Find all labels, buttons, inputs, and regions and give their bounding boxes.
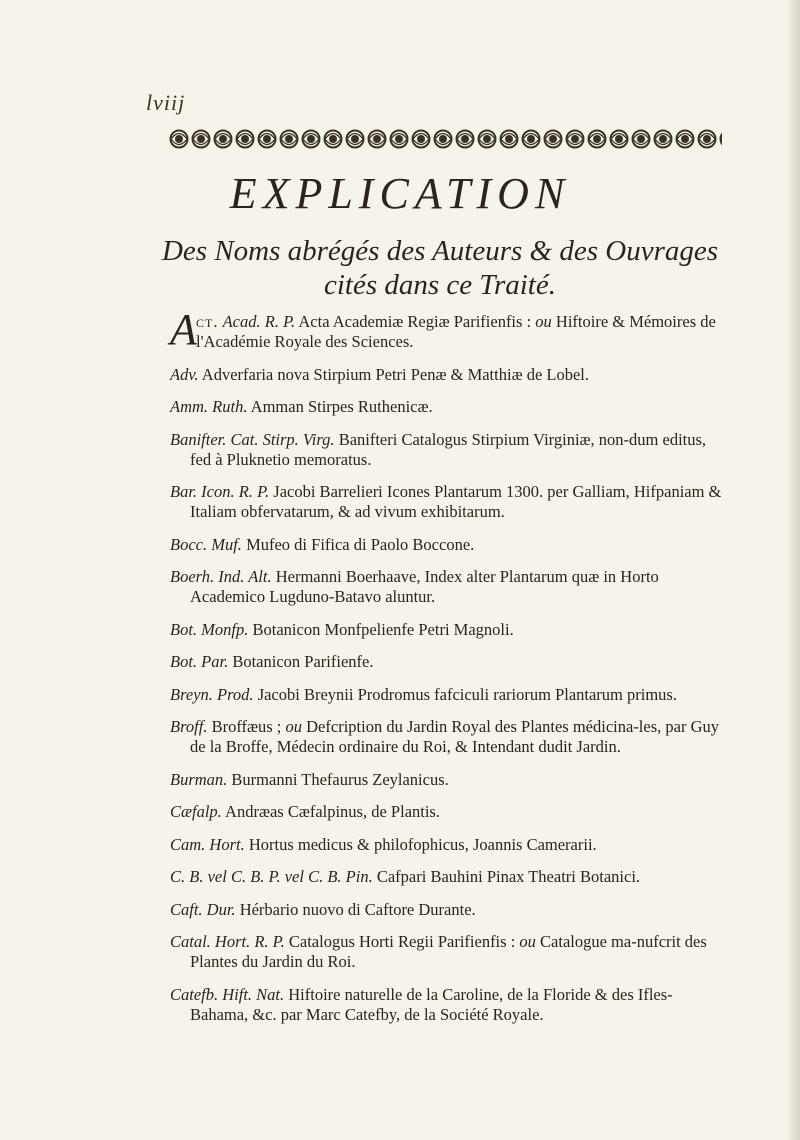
entry-text: Acta Academiæ Regiæ Parifienfis : bbox=[295, 312, 536, 331]
list-item bbox=[170, 770, 730, 790]
entry-text-continued: Defcription du Jardin Royal des Plantes médicina-les, par Guy de la Broffe, Médecin ordinaire du Roi, & Intendant dudit Jardin. bbox=[190, 717, 719, 756]
entry-abbreviation: Breyn. Prod. bbox=[170, 684, 254, 704]
page-subtitle bbox=[140, 234, 740, 302]
entry-abbreviation: Bar. Icon. R. P. bbox=[170, 482, 270, 501]
abbreviation-list bbox=[170, 305, 730, 1037]
list-item bbox=[170, 365, 730, 385]
entry-abbreviation: Caft. Dur. bbox=[170, 899, 236, 919]
entry-abbreviation: Banifter. Cat. Stirp. Virg. bbox=[170, 429, 335, 449]
entry-text: Cafpari Bauhini Pinax Theatri Botanici. bbox=[372, 867, 641, 886]
page-number: lviij bbox=[146, 90, 186, 115]
list-item bbox=[170, 620, 730, 640]
entry-text: Banifteri Catalogus Stirpium Virginiæ, non-dum editus, fed à Pluknetio memoratus. bbox=[190, 429, 707, 469]
entry-text: Hortus medicus & philofophicus, Joannis Camerarii. bbox=[244, 834, 597, 854]
list-item bbox=[170, 685, 730, 705]
list-item bbox=[170, 482, 730, 522]
entry-text: Hermanni Boerhaave, Index alter Plantarum quæ in Horto Academico Lugduno-Batavo aluntur. bbox=[190, 567, 659, 606]
entry-text: Amman Stirpes Ruthenicæ. bbox=[247, 397, 433, 416]
list-item bbox=[170, 932, 730, 972]
entry-text: Broffæus ; bbox=[207, 717, 286, 736]
entry-abbreviation: Boerh. Ind. Alt. bbox=[170, 567, 272, 586]
entry-abbreviation: Cam. Hort. bbox=[170, 834, 245, 854]
list-item bbox=[170, 802, 730, 822]
entry-ou: ou bbox=[519, 932, 536, 951]
ornamental-border bbox=[168, 126, 722, 152]
list-item bbox=[170, 397, 730, 417]
entry-ou: ou bbox=[285, 717, 303, 736]
entry-text: Hiftoire naturelle de la Caroline, de la Floride & des Ifles-Bahama, &c. par Marc Catefby, de la Société Royale. bbox=[190, 984, 673, 1024]
entry-abbr-ct: ct. bbox=[196, 312, 219, 331]
entry-text: Hérbario nuovo di Caftore Durante. bbox=[235, 899, 476, 919]
entry-text: Jacobi Breynii Prodromus fafciculi rariorum Plantarum primus. bbox=[253, 684, 677, 704]
entry-abbreviation: Bocc. Muf. bbox=[170, 534, 242, 554]
entry-text: Andræas Cæfalpinus, de Plantis. bbox=[221, 802, 440, 821]
entry-text-continued: Hiftoire & Mémoires de l'Académie Royale des Sciences. bbox=[196, 312, 716, 351]
drop-cap: A bbox=[170, 305, 197, 354]
entry-text: Mufeo di Fifica di Paolo Boccone. bbox=[241, 534, 475, 554]
entry-text-continued: Catalogue ma-nufcrit des Plantes du Jardin du Roi. bbox=[190, 932, 707, 971]
list-item bbox=[170, 900, 730, 920]
list-item bbox=[170, 835, 730, 855]
entry-text: Adverfaria nova Stirpium Petri Penæ & Matthiæ de Lobel. bbox=[198, 364, 590, 384]
entry-abbreviation: Catal. Hort. R. P. bbox=[170, 932, 285, 951]
list-item bbox=[170, 652, 730, 672]
entry-abbreviation: Acad. R. P. bbox=[222, 312, 296, 331]
entry-abbreviation: Adv. bbox=[170, 364, 199, 384]
entry-abbreviation: Burman. bbox=[170, 769, 228, 789]
page-title: EXPLICATION bbox=[229, 169, 571, 218]
subtitle-line-1: Des Noms abrégés des Auteurs & des Ouvrages bbox=[161, 235, 719, 267]
entry-abbreviation: Amm. Ruth. bbox=[170, 397, 248, 416]
list-item bbox=[170, 567, 730, 607]
list-item bbox=[170, 717, 730, 757]
entry-first bbox=[170, 305, 730, 354]
entry-abbreviation: C. B. vel C. B. P. vel C. B. Pin. bbox=[170, 867, 373, 886]
entry-abbreviation: Cæfalp. bbox=[170, 802, 222, 821]
entry-abbreviation: Bot. Monfp. bbox=[170, 619, 249, 639]
entry-abbreviation: Broff. bbox=[170, 717, 208, 736]
list-item bbox=[170, 867, 730, 887]
entry-text: Catalogus Horti Regii Parifienfis : bbox=[284, 932, 520, 951]
entry-text: Burmanni Thefaurus Zeylanicus. bbox=[227, 769, 449, 789]
list-item bbox=[170, 985, 730, 1025]
list-item bbox=[170, 430, 730, 470]
list-item bbox=[170, 535, 730, 555]
entry-abbreviation: Catefb. Hift. Nat. bbox=[170, 984, 285, 1004]
entry-text: Jacobi Barrelieri Icones Plantarum 1300. per Galliam, Hifpaniam & Italiam obfervatarum, & ad vivum exhibitarum. bbox=[190, 482, 722, 521]
entry-text: Botanicon Parifienfe. bbox=[228, 652, 374, 671]
entry-text: Botanicon Monfpelienfe Petri Magnoli. bbox=[248, 619, 514, 639]
subtitle-line-2: cités dans ce Traité. bbox=[324, 269, 556, 301]
entry-abbreviation: Bot. Par. bbox=[170, 652, 229, 671]
entry-ou: ou bbox=[535, 312, 552, 331]
